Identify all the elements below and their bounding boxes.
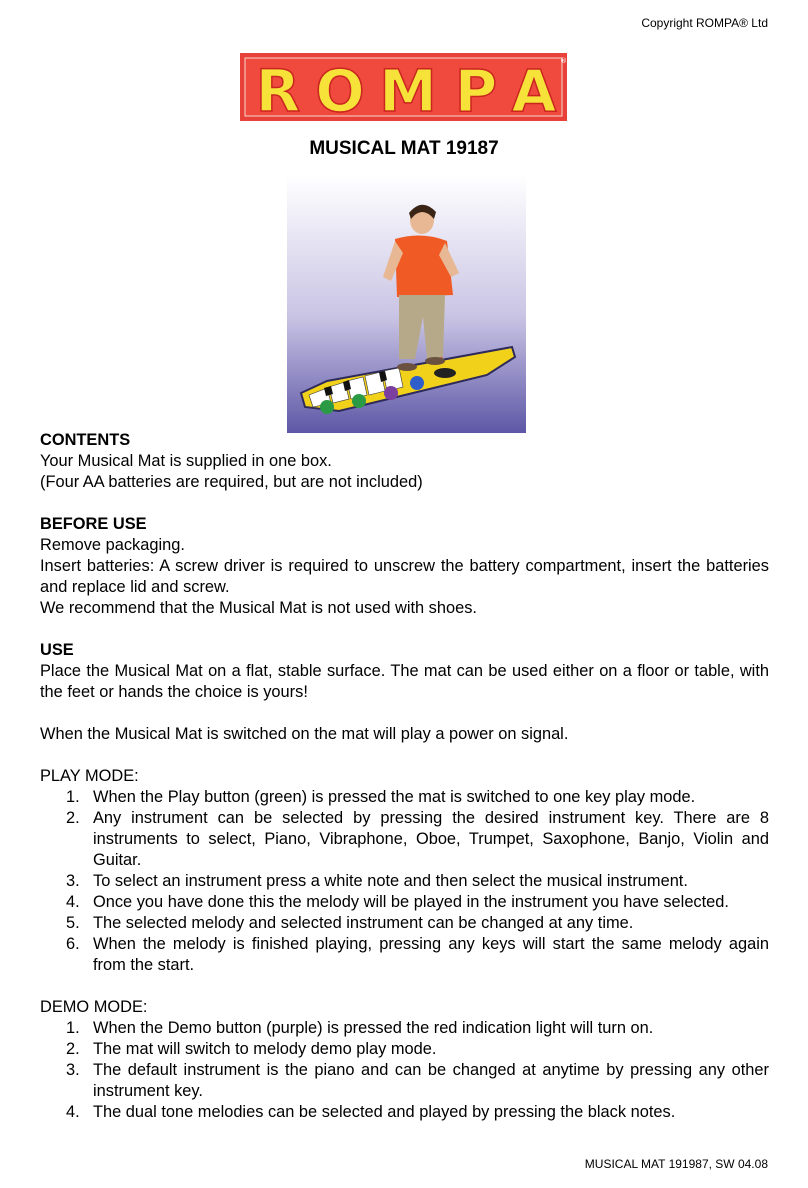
list-number: 6. bbox=[66, 935, 80, 953]
instructions-body bbox=[40, 430, 769, 1123]
use-intro: Place the Musical Mat on a flat, stable surface. The mat can be used either on a floor or table, with the feet or hands the choice is yours! bbox=[40, 662, 769, 701]
list-item: 3. The default instrument is the piano and can be changed at anytime by pressing any other instrument key. bbox=[66, 1061, 769, 1100]
logo-letter-m: M bbox=[379, 57, 437, 121]
list-item: 6. When the melody is finished playing, pressing any keys will start the same melody again from the start. bbox=[66, 935, 769, 974]
list-number: 3. bbox=[66, 872, 80, 890]
list-item: 4. Once you have done this the melody will be played in the instrument you have selected. bbox=[66, 893, 729, 911]
logo-letter-p: P bbox=[454, 57, 498, 121]
rompa-logo bbox=[240, 53, 567, 121]
demo-mode-list bbox=[40, 1018, 769, 1123]
before-use-heading: BEFORE USE bbox=[40, 515, 147, 533]
page-title: MUSICAL MAT 19187 bbox=[309, 138, 499, 159]
contents-line: Your Musical Mat is supplied in one box. bbox=[40, 452, 332, 470]
registered-mark: ® bbox=[560, 57, 567, 65]
list-item: 4. The dual tone melodies can be selected and played by pressing the black notes. bbox=[66, 1103, 676, 1121]
logo-letter-a: A bbox=[511, 57, 557, 121]
list-item: 2. The mat will switch to melody demo play mode. bbox=[66, 1040, 437, 1058]
copyright-notice: Copyright ROMPA® Ltd bbox=[641, 16, 768, 30]
list-item: 2. Any instrument can be selected by pressing the desired instrument key. There are 8 instruments to select, Piano, Vibraphone, Oboe, Trumpet, Saxophone, Banjo, Violin and Guitar. bbox=[66, 809, 769, 869]
play-mode-heading: PLAY MODE: bbox=[40, 767, 139, 785]
list-item: 3. To select an instrument press a white note and then select the musical instrument. bbox=[66, 872, 688, 890]
list-number: 1. bbox=[66, 788, 80, 806]
play-mode-list bbox=[40, 787, 769, 976]
before-use-line: We recommend that the Musical Mat is not used with shoes. bbox=[40, 599, 477, 617]
list-number: 5. bbox=[66, 914, 80, 932]
list-number: 2. bbox=[66, 809, 80, 827]
list-number: 1. bbox=[66, 1019, 80, 1037]
contents-line: (Four AA batteries are required, but are not included) bbox=[40, 473, 423, 491]
logo-letter-r: R bbox=[255, 57, 301, 121]
footer-reference: MUSICAL MAT 191987, SW 04.08 bbox=[584, 1157, 768, 1171]
contents-heading: CONTENTS bbox=[40, 431, 131, 449]
use-heading: USE bbox=[40, 641, 74, 659]
list-number: 2. bbox=[66, 1040, 80, 1058]
list-number: 4. bbox=[66, 1103, 80, 1121]
power-on-text: When the Musical Mat is switched on the mat will play a power on signal. bbox=[40, 725, 569, 743]
demo-mode-heading: DEMO MODE: bbox=[40, 998, 148, 1016]
list-item: 5. The selected melody and selected instrument can be changed at any time. bbox=[66, 914, 634, 932]
list-number: 3. bbox=[66, 1061, 80, 1079]
list-number: 4. bbox=[66, 893, 80, 911]
list-item: 1. When the Play button (green) is pressed the mat is switched to one key play mode. bbox=[66, 788, 696, 806]
before-use-line: Insert batteries: A screw driver is required to unscrew the battery compartment, insert the batteries and replace lid and screw. bbox=[40, 557, 769, 596]
logo-letter-o: O bbox=[315, 57, 365, 121]
product-photo bbox=[287, 175, 526, 433]
before-use-line: Remove packaging. bbox=[40, 536, 185, 554]
list-item: 1. When the Demo button (purple) is pressed the red indication light will turn on. bbox=[66, 1019, 654, 1037]
